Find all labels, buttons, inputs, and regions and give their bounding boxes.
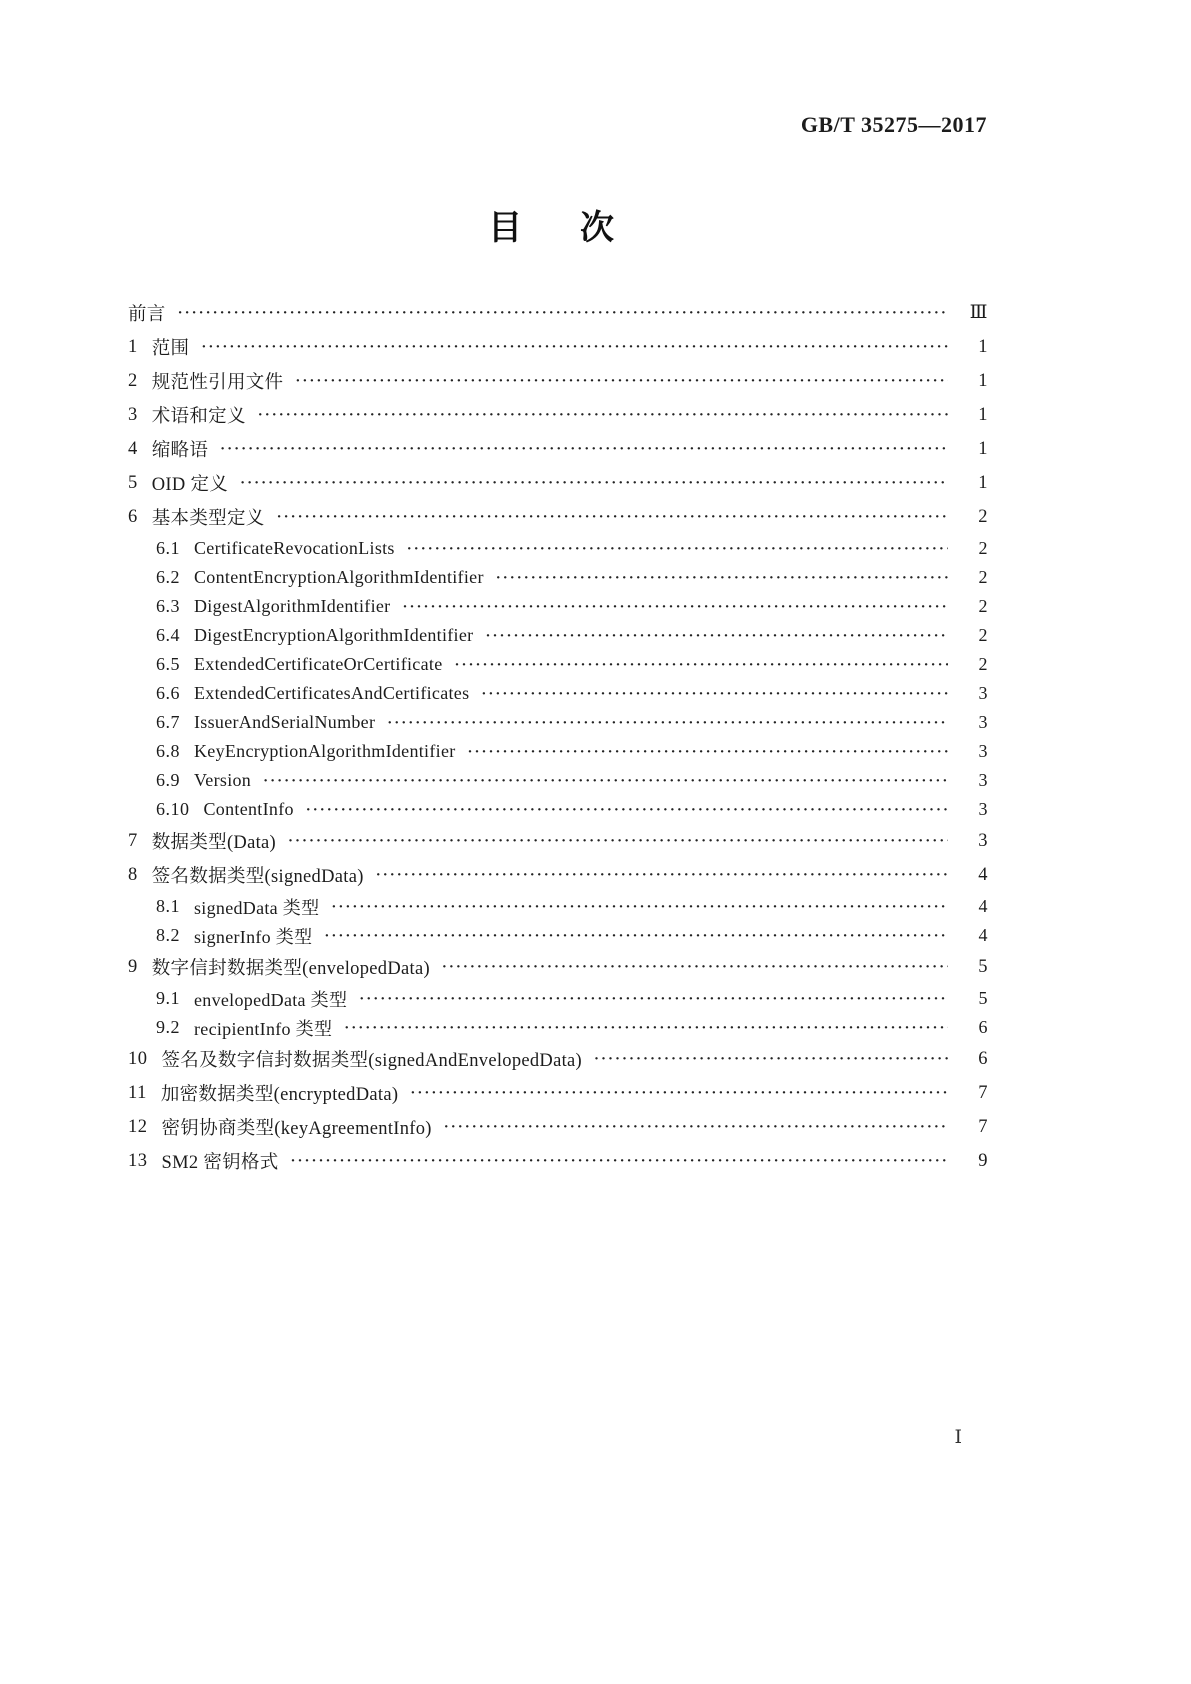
toc-entry (128, 398, 988, 432)
dot-leader (324, 925, 948, 946)
toc-entry (128, 950, 988, 984)
dot-leader (258, 405, 948, 426)
toc-entry-number: 6.5 (156, 654, 180, 674)
dot-leader (288, 831, 948, 852)
document-number: GB/T 35275—2017 (800, 112, 987, 137)
dot-leader (496, 567, 948, 588)
toc-entry-page: 4 (978, 896, 988, 916)
toc-entry-page: 2 (978, 506, 988, 527)
dot-leader (344, 1017, 948, 1038)
toc-entry (128, 563, 988, 592)
dot-leader (178, 303, 948, 324)
footer-page-number: Ⅰ (954, 1427, 962, 1448)
toc-entry-number: 6.10 (156, 799, 190, 819)
toc-entry-label: 规范性引用文件 (151, 373, 284, 393)
toc-entry-label: SM2 密钥格式 (161, 1153, 279, 1173)
toc-entry-page: 1 (978, 336, 988, 357)
toc-entry-number: 7 (128, 830, 138, 851)
toc-entry-label: 范围 (151, 339, 190, 359)
page-title: 目 次 (488, 209, 626, 247)
toc-entry-number: 6.8 (156, 741, 180, 761)
toc-entry (128, 1013, 988, 1042)
toc-entry-label: 签名数据类型(signedData) (151, 867, 364, 887)
dot-leader (402, 596, 948, 617)
toc-entry-page: 1 (978, 404, 988, 425)
toc-entry-label: CertificateRevocationLists (194, 538, 395, 558)
toc-entry-page: 2 (978, 567, 988, 587)
toc-entry-page: 3 (978, 712, 988, 732)
toc-entry-page: 1 (978, 370, 988, 391)
toc-entry (128, 892, 988, 921)
toc-entry (128, 795, 988, 824)
toc-entry-number: 5 (128, 472, 138, 493)
toc-entry-number: 3 (128, 404, 138, 425)
toc-entry-number: 6.4 (156, 625, 180, 645)
toc-entry-number: 10 (128, 1048, 148, 1069)
toc-entry (128, 824, 988, 858)
toc-entry (128, 364, 988, 398)
toc-entry-label: Version (194, 770, 252, 790)
toc-entry-number: 6.9 (156, 770, 180, 790)
toc-entry-number: 11 (128, 1082, 147, 1103)
toc-entry-page: 6 (978, 1017, 988, 1037)
toc-entry-label: signedData 类型 (194, 897, 320, 918)
toc-entry (128, 1144, 988, 1178)
toc-entry-label: IssuerAndSerialNumber (194, 712, 376, 732)
toc-entry-label: 加密数据类型(encryptedData) (160, 1085, 399, 1105)
toc-entry (128, 500, 988, 534)
dot-leader (263, 770, 948, 791)
toc-entry-label: signerInfo 类型 (194, 926, 313, 947)
toc-entry-page: 3 (978, 770, 988, 790)
toc-entry-number: 9.1 (156, 988, 180, 1008)
toc-entry-page: 3 (978, 799, 988, 819)
toc-entry-number: 8.2 (156, 925, 180, 945)
toc-entry (128, 296, 988, 330)
dot-leader (468, 741, 948, 762)
toc-entry-page: 4 (978, 864, 988, 885)
toc-entry-number: 6.1 (156, 538, 180, 558)
toc-entry-page: 6 (978, 1048, 988, 1069)
toc-entry-number: 6.7 (156, 712, 180, 732)
toc-entry (128, 921, 988, 950)
toc-entry (128, 432, 988, 466)
toc-entry-page: 3 (978, 830, 988, 851)
toc-entry-page: 4 (978, 925, 988, 945)
toc-entry-page: 2 (978, 654, 988, 674)
toc-entry (128, 679, 988, 708)
toc-entry-number: 6.3 (156, 596, 180, 616)
toc-entry (128, 984, 988, 1013)
toc-entry-number: 4 (128, 438, 138, 459)
dot-leader (454, 654, 948, 675)
toc-entry-label: 数字信封数据类型(envelopedData) (151, 959, 430, 979)
toc-entry (128, 466, 988, 500)
toc-entry-number: 13 (128, 1150, 148, 1171)
toc-entry (128, 858, 988, 892)
toc-entry-page: 7 (978, 1082, 988, 1103)
toc-entry (128, 1042, 988, 1076)
toc-entry-number: 6 (128, 506, 138, 527)
toc-entry-page: 7 (978, 1116, 988, 1137)
toc-entry-number: 8 (128, 864, 138, 885)
toc-entry-label: 数据类型(Data) (151, 833, 276, 853)
dot-leader (201, 337, 948, 358)
toc-entry-page: 2 (978, 596, 988, 616)
toc-entry-page: 5 (978, 988, 988, 1008)
toc-entry-label: recipientInfo 类型 (194, 1018, 333, 1039)
toc-entry-number: 1 (128, 336, 138, 357)
dot-leader (240, 473, 948, 494)
dot-leader (481, 683, 948, 704)
toc-entry-number: 6.2 (156, 567, 180, 587)
toc-entry-page: 2 (978, 625, 988, 645)
dot-leader (444, 1117, 948, 1138)
dot-leader (485, 625, 948, 646)
dot-leader (594, 1049, 948, 1070)
toc-entry-page: 1 (978, 438, 988, 459)
toc-entry-label: 密钥协商类型(keyAgreementInfo) (161, 1119, 432, 1139)
toc-entry (128, 737, 988, 766)
toc-entry-label: ContentEncryptionAlgorithmIdentifier (194, 567, 484, 587)
dot-leader (306, 799, 948, 820)
toc-entry (128, 330, 988, 364)
toc-entry-page: 9 (978, 1150, 988, 1171)
toc-entry (128, 621, 988, 650)
toc-entry (128, 766, 988, 795)
toc-entry (128, 1076, 988, 1110)
toc-entry-label: ContentInfo (203, 799, 294, 819)
toc-entry-label: DigestEncryptionAlgorithmIdentifier (194, 625, 474, 645)
toc-entry-number: 8.1 (156, 896, 180, 916)
toc-entry (128, 534, 988, 563)
toc-entry-label: 签名及数字信封数据类型(signedAndEnvelopedData) (161, 1051, 583, 1071)
toc-entry (128, 650, 988, 679)
toc-entry-label: DigestAlgorithmIdentifier (194, 596, 391, 616)
dot-leader (277, 507, 948, 528)
toc-entry-label: 基本类型定义 (151, 509, 265, 529)
toc-entry-number: 12 (128, 1116, 148, 1137)
toc-entry-label: KeyEncryptionAlgorithmIdentifier (194, 741, 456, 761)
toc-entry (128, 1110, 988, 1144)
toc-entry-label: ExtendedCertificatesAndCertificates (194, 683, 470, 703)
toc-entry-number: 2 (128, 370, 138, 391)
toc-entry-number: 9 (128, 956, 138, 977)
toc-entry-label: envelopedData 类型 (194, 989, 348, 1010)
toc-entry-page: 2 (978, 538, 988, 558)
toc-entry-label: 术语和定义 (151, 407, 246, 427)
toc-entry-label: 前言 (128, 305, 166, 325)
toc-entry-page: 1 (978, 472, 988, 493)
dot-leader (407, 538, 948, 559)
toc-entry (128, 592, 988, 621)
dot-leader (387, 712, 948, 733)
dot-leader (331, 896, 948, 917)
dot-leader (442, 957, 948, 978)
dot-leader (220, 439, 948, 460)
toc-entry-page: 5 (978, 956, 988, 977)
dot-leader (291, 1151, 948, 1172)
dot-leader (376, 865, 948, 886)
toc-entry-label: 缩略语 (151, 441, 209, 461)
dot-leader (410, 1083, 948, 1104)
toc-entry-number: 6.6 (156, 683, 180, 703)
toc-entry-page: Ⅲ (969, 303, 988, 323)
dot-leader (359, 988, 948, 1009)
toc-entry-page: 3 (978, 683, 988, 703)
toc-entry-label: OID 定义 (151, 475, 229, 495)
toc-entry-number: 9.2 (156, 1017, 180, 1037)
toc-entry (128, 708, 988, 737)
dot-leader (295, 371, 948, 392)
toc-entry-label: ExtendedCertificateOrCertificate (194, 654, 443, 674)
toc-entry-page: 3 (978, 741, 988, 761)
toc-list (128, 296, 988, 1178)
